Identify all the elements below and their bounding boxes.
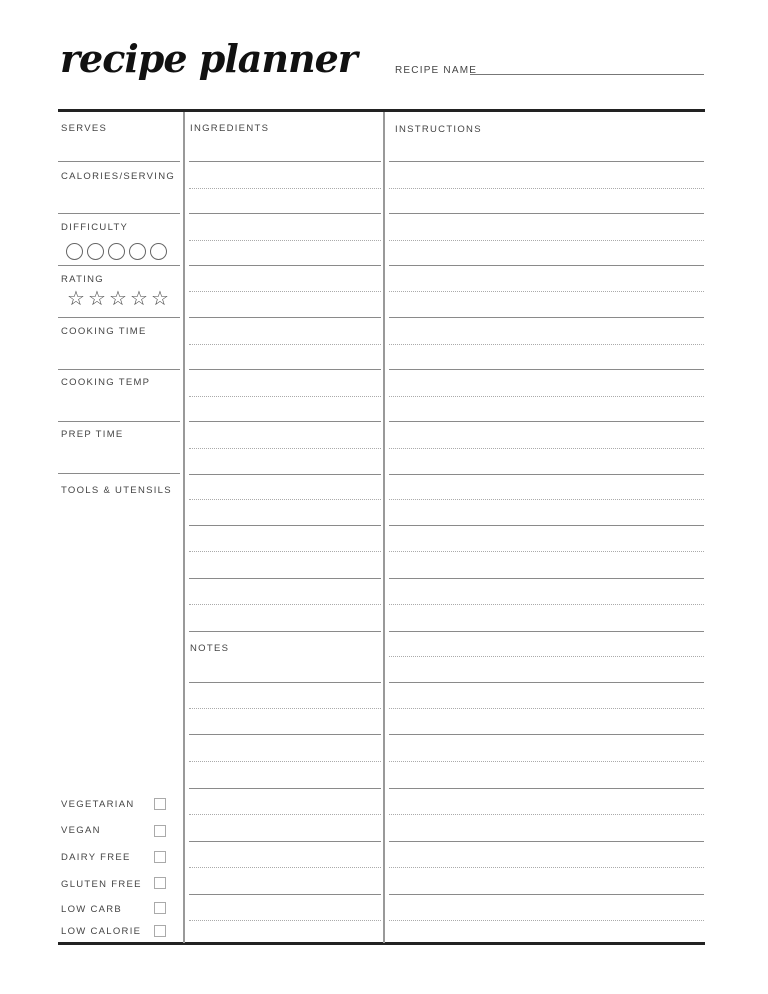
notes-line xyxy=(189,841,381,842)
ingredient-line xyxy=(189,551,381,552)
rating-label: RATING xyxy=(61,274,104,285)
ingredient-line xyxy=(189,474,381,475)
ingredient-line xyxy=(189,578,381,579)
sidebar-divider xyxy=(58,161,180,162)
star-outline-icon[interactable]: ☆ xyxy=(130,288,148,310)
ingredient-line xyxy=(189,344,381,345)
column-divider-left xyxy=(183,112,185,943)
low-carb-label: LOW CARB xyxy=(61,904,123,915)
difficulty-circle-icon[interactable] xyxy=(129,243,146,260)
ingredient-line xyxy=(189,604,381,605)
notes-line xyxy=(189,814,381,815)
prep-time-field[interactable] xyxy=(58,442,180,471)
instruction-line xyxy=(389,291,704,292)
prep-time-label: PREP TIME xyxy=(61,429,124,440)
difficulty-circle-icon[interactable] xyxy=(150,243,167,260)
vegan-label: VEGAN xyxy=(61,825,101,836)
ingredient-line xyxy=(189,161,381,162)
ingredient-line xyxy=(189,240,381,241)
ingredient-line xyxy=(189,317,381,318)
notes-line xyxy=(189,788,381,789)
column-divider-right xyxy=(383,112,385,943)
instruction-line xyxy=(389,525,704,526)
instruction-line xyxy=(389,682,704,683)
vegetarian-checkbox[interactable] xyxy=(154,798,166,810)
instruction-line xyxy=(389,161,704,162)
instruction-line xyxy=(389,448,704,449)
instruction-line xyxy=(389,814,704,815)
notes-line xyxy=(189,894,381,895)
ingredients-label: INGREDIENTS xyxy=(190,123,270,134)
difficulty-circle-icon[interactable] xyxy=(87,243,104,260)
calories-field[interactable] xyxy=(58,184,180,212)
notes-line xyxy=(189,734,381,735)
low-carb-checkbox[interactable] xyxy=(154,902,166,914)
instruction-line xyxy=(389,551,704,552)
low-calorie-checkbox[interactable] xyxy=(154,925,166,937)
sidebar-divider xyxy=(58,421,180,422)
sidebar-divider xyxy=(58,473,180,474)
bottom-rule xyxy=(58,942,705,945)
gluten-free-checkbox[interactable] xyxy=(154,877,166,889)
dairy-free-label: DAIRY FREE xyxy=(61,852,131,863)
instruction-line xyxy=(389,344,704,345)
rating-selector xyxy=(66,289,170,309)
instruction-line xyxy=(389,213,704,214)
ingredient-line xyxy=(189,188,381,189)
instruction-line xyxy=(389,631,704,632)
notes-label: NOTES xyxy=(190,643,230,654)
notes-field[interactable] xyxy=(189,656,381,940)
ingredient-line xyxy=(189,499,381,500)
instruction-line xyxy=(389,474,704,475)
instruction-line xyxy=(389,369,704,370)
recipe-name-label: RECIPE NAME xyxy=(395,65,478,76)
difficulty-circle-icon[interactable] xyxy=(66,243,83,260)
calories-label: CALORIES/SERVING xyxy=(61,171,176,182)
instruction-line xyxy=(389,761,704,762)
ingredient-line xyxy=(189,631,381,632)
ingredient-line xyxy=(189,421,381,422)
notes-line xyxy=(189,682,381,683)
ingredient-line xyxy=(189,369,381,370)
notes-line xyxy=(189,761,381,762)
sidebar-divider xyxy=(58,369,180,370)
tools-utensils-field[interactable] xyxy=(58,498,180,788)
tools-utensils-label: TOOLS & UTENSILS xyxy=(61,485,172,496)
serves-field[interactable] xyxy=(58,136,180,160)
instruction-line xyxy=(389,188,704,189)
difficulty-circle-icon[interactable] xyxy=(108,243,125,260)
difficulty-selector xyxy=(66,243,167,260)
ingredient-line xyxy=(189,265,381,266)
instruction-line xyxy=(389,788,704,789)
instruction-line xyxy=(389,499,704,500)
vegetarian-label: VEGETARIAN xyxy=(61,799,135,810)
instructions-field[interactable] xyxy=(389,136,704,940)
notes-line xyxy=(189,708,381,709)
vegan-checkbox[interactable] xyxy=(154,825,166,837)
instruction-line xyxy=(389,604,704,605)
cooking-time-field[interactable] xyxy=(58,339,180,367)
star-outline-icon[interactable]: ☆ xyxy=(88,288,106,310)
instructions-label: INSTRUCTIONS xyxy=(395,124,482,135)
instruction-line xyxy=(389,240,704,241)
instruction-line xyxy=(389,894,704,895)
instruction-line xyxy=(389,734,704,735)
instruction-line xyxy=(389,656,704,657)
ingredient-line xyxy=(189,291,381,292)
ingredient-line xyxy=(189,525,381,526)
instruction-line xyxy=(389,920,704,921)
instruction-line xyxy=(389,867,704,868)
cooking-temp-field[interactable] xyxy=(58,390,180,419)
sidebar-divider xyxy=(58,265,180,266)
ingredient-line xyxy=(189,396,381,397)
recipe-name-field[interactable] xyxy=(470,74,704,75)
cooking-temp-label: COOKING TEMP xyxy=(61,377,151,388)
low-calorie-label: LOW CALORIE xyxy=(61,926,142,937)
instruction-line xyxy=(389,841,704,842)
ingredient-line xyxy=(189,448,381,449)
instruction-line xyxy=(389,421,704,422)
dairy-free-checkbox[interactable] xyxy=(154,851,166,863)
page-title: recipe planner xyxy=(60,36,357,81)
cooking-time-label: COOKING TIME xyxy=(61,326,147,337)
star-outline-icon[interactable]: ☆ xyxy=(109,288,127,310)
difficulty-label: DIFFICULTY xyxy=(61,222,129,233)
instruction-line xyxy=(389,317,704,318)
instruction-line xyxy=(389,708,704,709)
ingredients-field[interactable] xyxy=(189,136,381,631)
ingredient-line xyxy=(189,213,381,214)
notes-line xyxy=(189,920,381,921)
gluten-free-label: GLUTEN FREE xyxy=(61,879,142,890)
sidebar-divider xyxy=(58,213,180,214)
star-outline-icon[interactable]: ☆ xyxy=(67,288,85,310)
instruction-line xyxy=(389,396,704,397)
instruction-line xyxy=(389,578,704,579)
sidebar-divider xyxy=(58,317,180,318)
top-rule xyxy=(58,109,705,112)
notes-line xyxy=(189,867,381,868)
serves-label: SERVES xyxy=(61,123,108,134)
star-outline-icon[interactable]: ☆ xyxy=(151,288,169,310)
instruction-line xyxy=(389,265,704,266)
